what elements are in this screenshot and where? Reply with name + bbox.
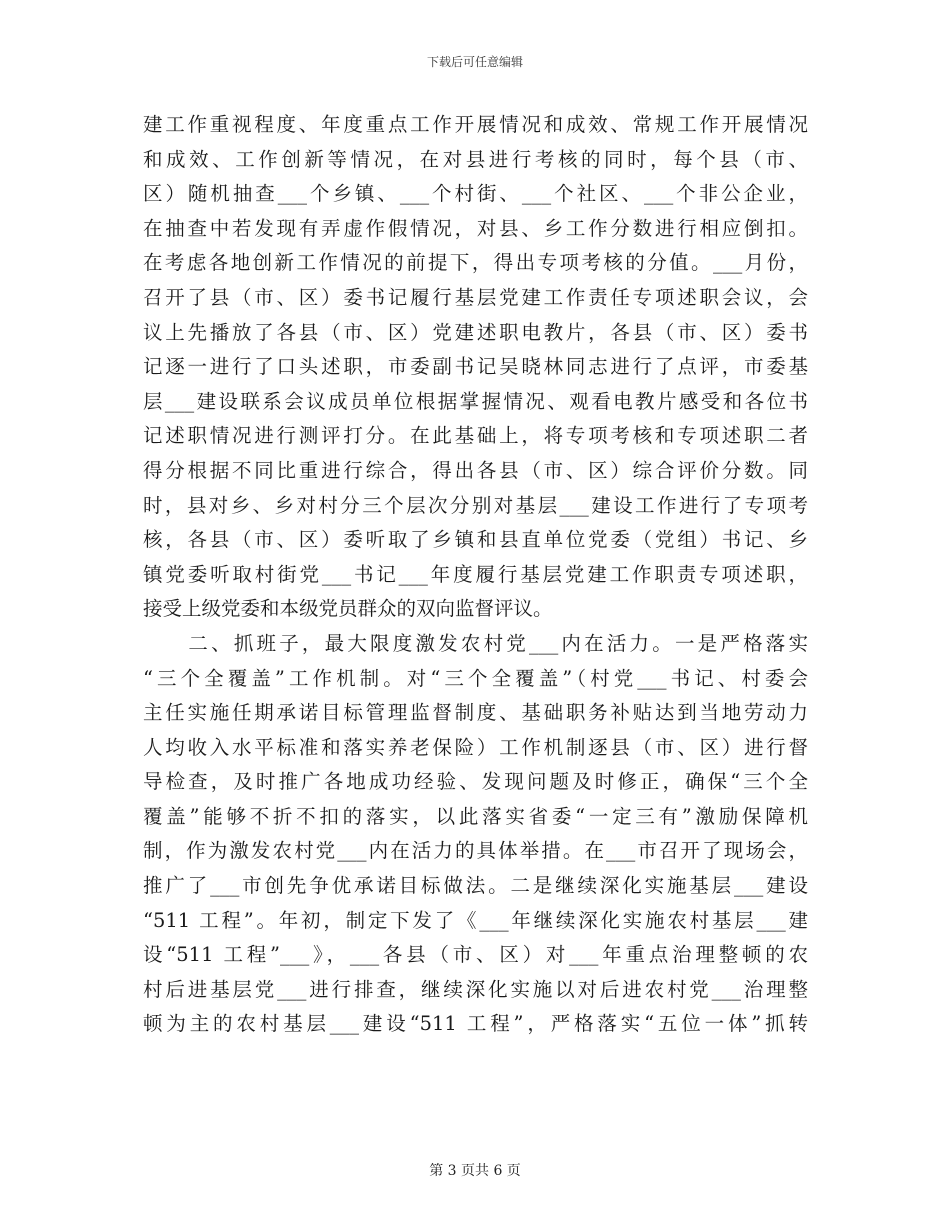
text-line: 召开了县（市、区）委书记履行基层党建工作责任专项述职会议，会 xyxy=(143,285,808,309)
text-line: 得分根据不同比重进行综合，得出各县（市、区）综合评价分数。同 xyxy=(143,458,808,482)
text-line: 在抽查中若发现有弄虚作假情况，对县、乡工作分数进行相应倒扣。 xyxy=(143,216,808,240)
text-line: 区）随机抽查___个乡镇、___个村街、___个社区、___个非公企业， xyxy=(143,182,808,206)
text-line: 接受上级党委和本级党员群众的双向监督评议。 xyxy=(143,597,553,621)
document-body xyxy=(143,108,808,1042)
text-line: 设“511 工程”___》，___各县（市、区）对___年重点治理整顿的农 xyxy=(143,943,808,967)
text-line: 建工作重视程度、年度重点工作开展情况和成效、常规工作开展情况 xyxy=(143,113,808,136)
text-line: 人均收入水平标准和落实养老保险）工作机制逐县（市、区）进行督 xyxy=(143,735,808,759)
text-line: 时，县对乡、乡对村分三个层次分别对基层___建设工作进行了专项考 xyxy=(143,493,808,517)
page-number: 第 3 页共 6 页 xyxy=(429,1163,521,1179)
text-line: “三个全覆盖”工作机制。对“三个全覆盖”（村党___书记、村委会 xyxy=(143,666,808,690)
text-line: 主任实施任期承诺目标管理监督制度、基础职务补贴达到当地劳动力 xyxy=(143,701,808,725)
text-line: 村后进基层党___进行排查，继续深化实施以对后进农村党___治理整 xyxy=(143,977,808,1001)
text-line: 核，各县（市、区）委听取了乡镇和县直单位党委（党组）书记、乡 xyxy=(143,528,808,552)
text-line: 覆盖”能够不折不扣的落实，以此落实省委“一定三有”激励保障机 xyxy=(143,804,808,828)
header-note: 下载后可任意编辑 xyxy=(426,55,523,69)
text-line: 导检查，及时推广各地成功经验、发现问题及时修正，确保“三个全 xyxy=(143,770,808,794)
text-line: 记述职情况进行测评打分。在此基础上，将专项考核和专项述职二者 xyxy=(143,424,808,448)
text-line: 记逐一进行了口头述职，市委副书记吴晓林同志进行了点评，市委基 xyxy=(143,355,808,379)
text-line: 制，作为激发农村党___内在活力的具体举措。在___市召开了现场会， xyxy=(143,839,808,863)
text-line: “511 工程”。年初，制定下发了《___年继续深化实施农村基层___建 xyxy=(143,908,808,932)
text-line: 议上先播放了各县（市、区）党建述职电教片，各县（市、区）委书 xyxy=(143,320,808,344)
text-line: 和成效、工作创新等情况，在对县进行考核的同时，每个县（市、 xyxy=(143,147,808,171)
text-line: 在考虑各地创新工作情况的前提下，得出专项考核的分值。___月份， xyxy=(143,251,808,275)
text-line: 二、抓班子，最大限度激发农村党___内在活力。一是严格落实 xyxy=(143,631,808,655)
text-line: 层___建设联系会议成员单位根据掌握情况、观看电教片感受和各位书 xyxy=(143,389,808,413)
text-line: 推广了___市创先争优承诺目标做法。二是继续深化实施基层___建设 xyxy=(143,874,808,898)
text-line: 镇党委听取村街党___书记___年度履行基层党建工作职责专项述职， xyxy=(143,562,808,586)
text-line: 顿为主的农村基层___建设“511 工程”，严格落实“五位一体”抓转 xyxy=(143,1012,808,1036)
